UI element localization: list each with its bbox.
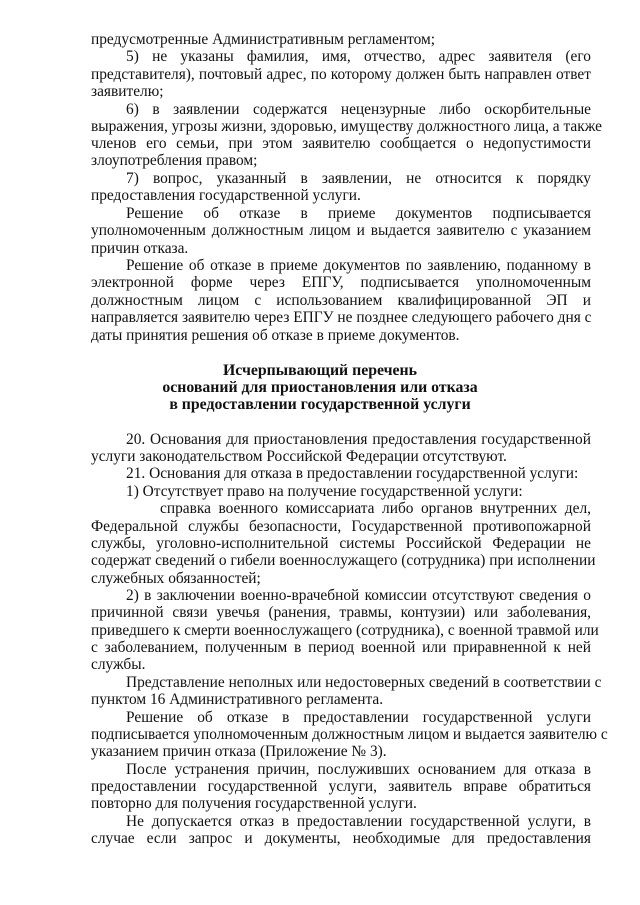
text-line: предоставлении государственной услуги, заявитель вправе обратиться (91, 778, 591, 795)
text-line: даты принятия решения об отказе в приеме документов. (91, 327, 460, 344)
text-line: службы, уголовно-исполнительной системы Российской Федерации не (91, 535, 591, 552)
paragraph-line: Решение об отказе в приеме документов подписывается (126, 205, 591, 222)
text-line: справка военного комиссариата либо органов внутренних дел, (160, 500, 591, 517)
text-line: услуги законодательством Российской Федерации отсутствуют. (91, 448, 507, 465)
text-line: приведшего к смерти военнослужащего (сотрудника), с военной травмой или (91, 622, 599, 639)
text-line: с заболеванием, полученным в период военной или приравненной к ней (91, 639, 591, 656)
text-line: причинной связи увечья (ранения, травмы, контузии) или заболевания, (91, 604, 591, 621)
paragraph-line: Решение об отказе в приеме документов по заявлению, поданному в (126, 257, 591, 274)
clause-21: 21. Основания для отказа в предоставлении государственной услуги: (126, 465, 579, 482)
list-item-2: 2) в заключении военно-врачебной комиссии отсутствуют сведения о (126, 587, 591, 604)
text-line: предоставления государственной услуги. (91, 187, 361, 204)
text-line: случае если запрос и документы, необходимые для предоставления (91, 830, 591, 847)
text-line: представителя), почтовый адрес, по которому должен быть направлен ответ (91, 66, 591, 83)
text-line: пунктом 16 Административного регламента. (91, 691, 384, 708)
text-line: служебных обязанностей; (91, 570, 261, 587)
text-line: членов его семьи, при этом заявителю сообщается о недопустимости (91, 135, 591, 152)
section-heading-line-1: Исчерпывающий перечень (222, 362, 417, 379)
text-line: заявителю; (91, 83, 164, 100)
list-item-6: 6) в заявлении содержатся нецензурные либо оскорбительные (126, 101, 591, 118)
text-line: причин отказа. (91, 240, 189, 257)
text-line: выражения, угрозы жизни, здоровью, имуществу должностного лица, а также (91, 118, 602, 135)
text-line: Федеральной службы безопасности, Государственной противопожарной (91, 518, 591, 535)
list-item-5: 5) не указаны фамилия, имя, отчество, адрес заявителя (его (126, 48, 591, 65)
section-heading-line-3: в предоставлении государственной услуги (169, 396, 471, 413)
text-line: направляется заявителю через ЕПГУ не позднее следующего рабочего дня с (91, 309, 592, 326)
text-line: должностным лицом с использованием квалифицированной ЭП и (91, 292, 591, 309)
text-line: уполномоченным должностным лицом и выдается заявителю с указанием (91, 222, 591, 239)
list-item-7: 7) вопрос, указанный в заявлении, не относится к порядку (126, 170, 591, 187)
clause-20: 20. Основания для приостановления предоставления государственной (126, 431, 591, 448)
list-item-1: 1) Отсутствует право на получение государственной услуги: (126, 483, 523, 500)
paragraph-line: Не допускается отказ в предоставлении государственной услуги, в (126, 813, 591, 830)
text-line: повторно для получения государственной услуги. (91, 795, 417, 812)
paragraph-line: Представление неполных или недостоверных сведений в соответствии с (126, 674, 602, 691)
text-line: предусмотренные Административным регламентом; (91, 31, 436, 48)
text-line: указанием причин отказа (Приложение № 3). (91, 743, 387, 760)
section-heading-line-2: оснований для приостановления или отказа (162, 379, 478, 396)
paragraph-line: Решение об отказе в предоставлении государственной услуги (126, 709, 591, 726)
text-line: злоупотребления правом; (91, 152, 258, 169)
paragraph-line: После устранения причин, послуживших основанием для отказа в (126, 761, 591, 778)
text-line: электронной форме через ЕПГУ, подписывается уполномоченным (91, 274, 591, 291)
text-line: подписывается уполномоченным должностным лицом и выдается заявителю с (91, 726, 608, 743)
text-line: содержат сведений о гибели военнослужащего (сотрудника) при исполнении (91, 552, 596, 569)
text-line: службы. (91, 656, 146, 673)
